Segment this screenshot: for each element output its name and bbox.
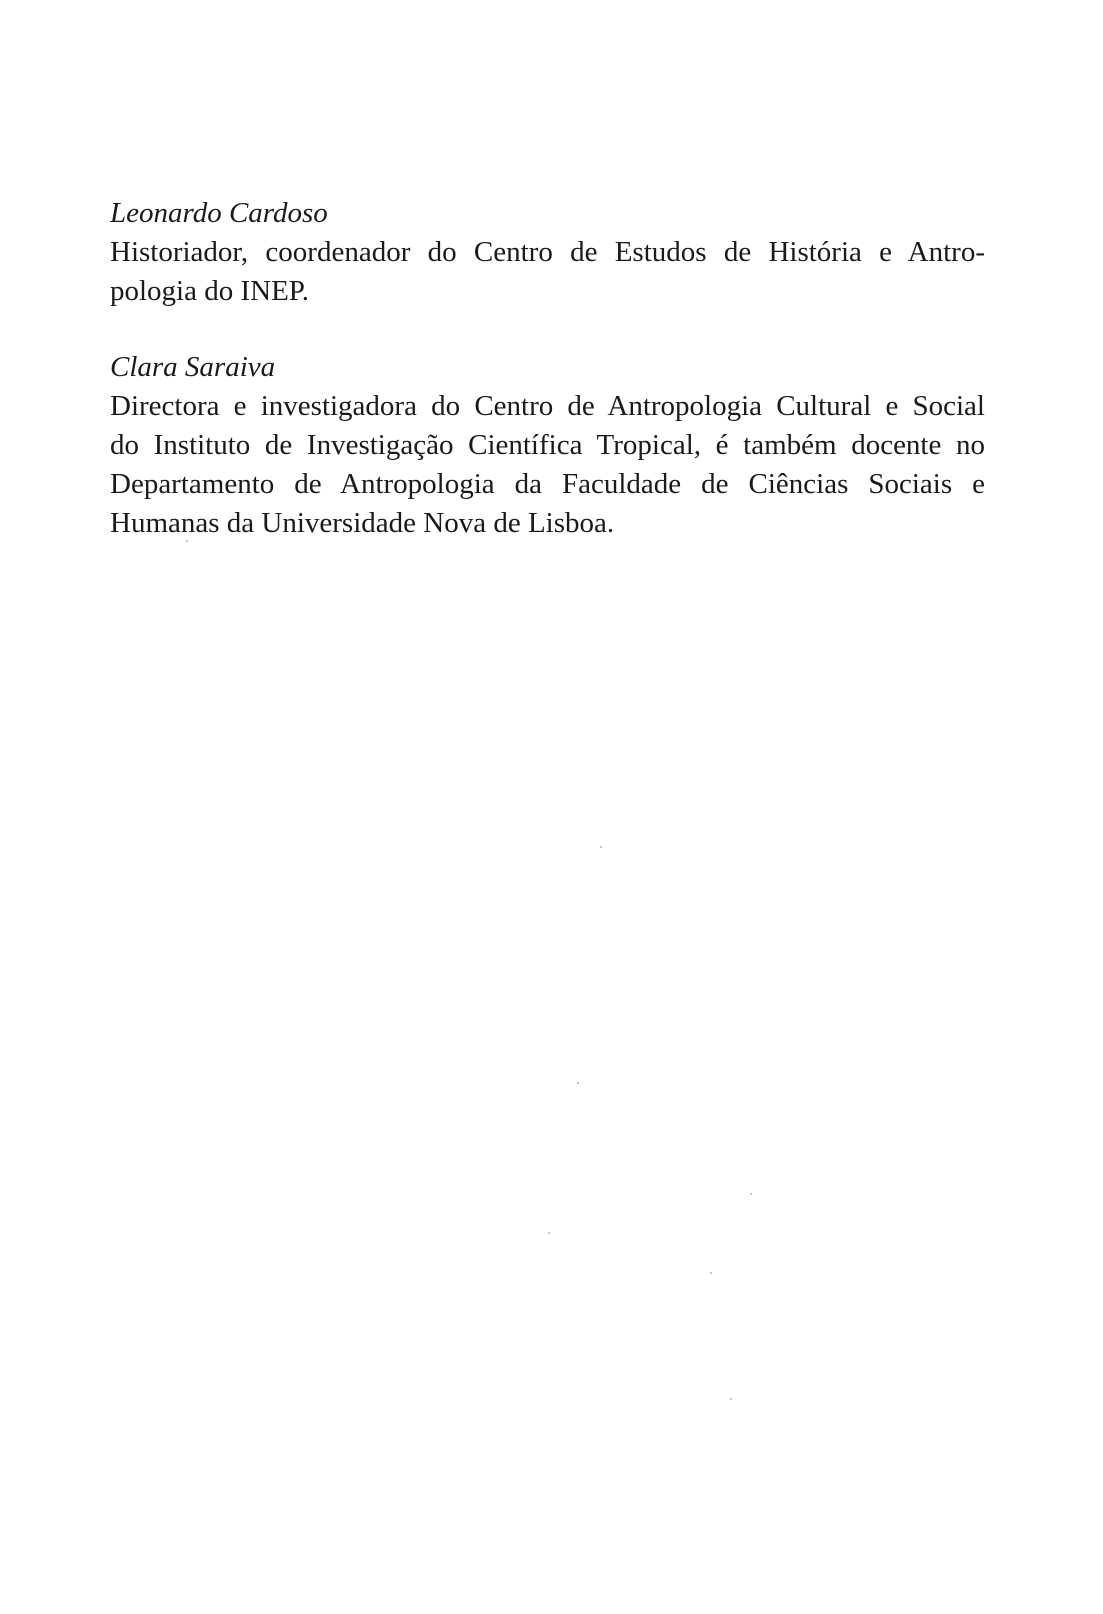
author-bio-leonardo-cardoso [110, 194, 990, 311]
description-line: Humanas da Universidade Nova de Lisboa. [110, 507, 615, 539]
author-description [110, 233, 985, 311]
author-name: Clara Saraiva [110, 351, 276, 383]
author-name: Leonardo Cardoso [110, 197, 328, 229]
description-line: do Instituto de Investigação Científica Tropical, é também docente no [110, 429, 985, 461]
scan-speck [577, 1082, 579, 1084]
scan-speck [548, 1232, 550, 1234]
description-line: pologia do INEP. [110, 275, 309, 307]
description-line: Departamento de Antropologia da Faculdade de Ciências Sociais e [110, 468, 985, 500]
author-bio-clara-saraiva [110, 348, 990, 543]
scan-speck [750, 1193, 752, 1195]
scan-speck [186, 540, 188, 542]
description-line: Directora e investigadora do Centro de Antropologia Cultural e Social [110, 390, 985, 422]
scan-speck [710, 1272, 712, 1274]
scan-speck [600, 846, 602, 848]
description-line: Historiador, coordenador do Centro de Estudos de História e Antro- [110, 236, 985, 268]
author-description [110, 387, 985, 543]
scan-speck [730, 1398, 732, 1400]
